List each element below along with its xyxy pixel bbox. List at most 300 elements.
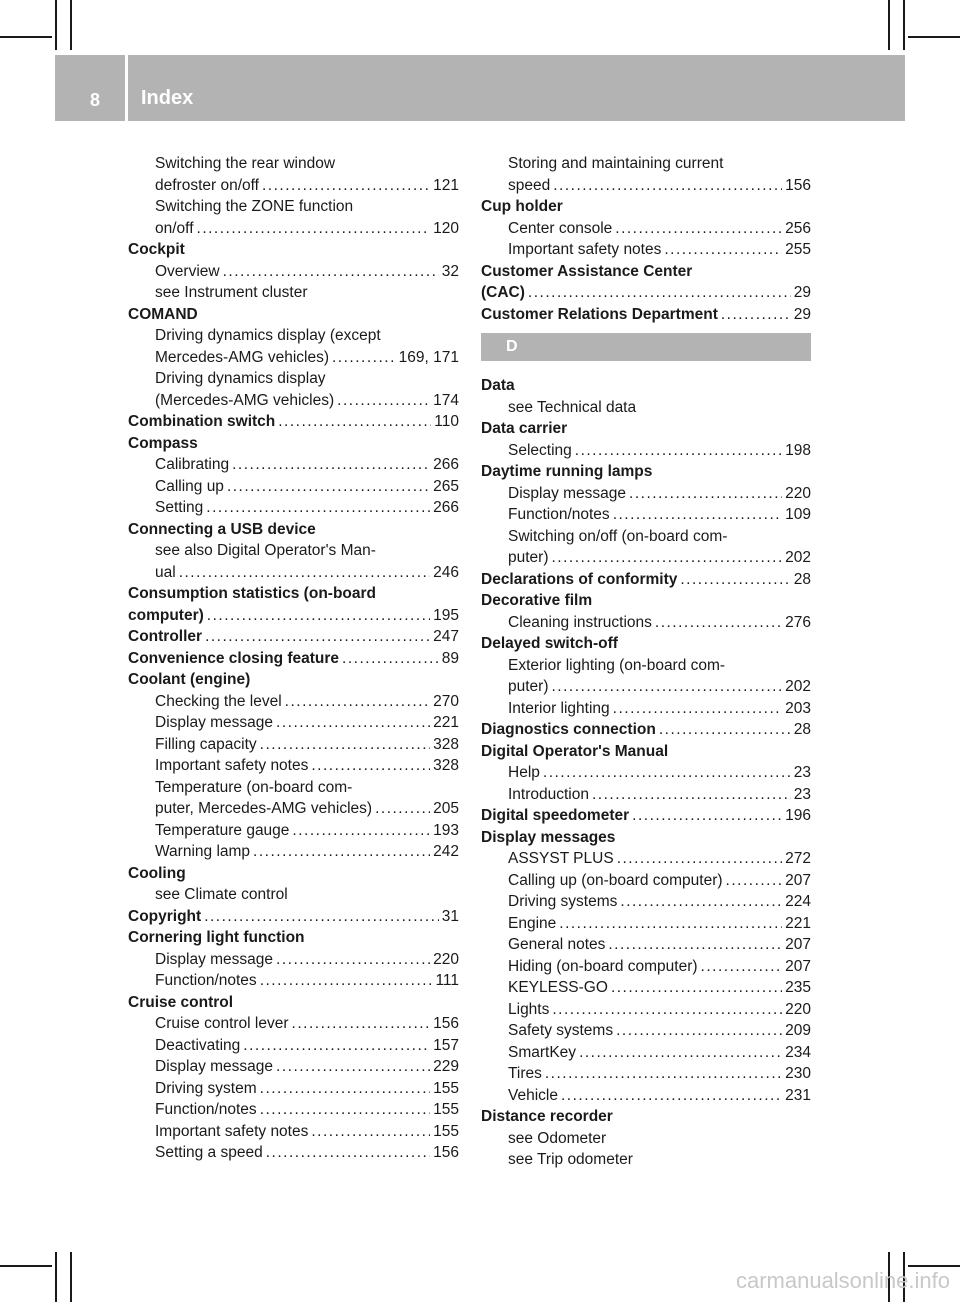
- index-subentry: [481, 913, 811, 935]
- dot-leader: [559, 913, 782, 935]
- dot-leader: [680, 569, 790, 591]
- index-entry: [481, 633, 811, 655]
- entry-text: Exterior lighting (on-board com-: [508, 656, 726, 674]
- index-subentry: [481, 956, 811, 978]
- index-subentry: [481, 848, 811, 870]
- index-entry: [128, 626, 459, 648]
- entry-text: see Climate control: [155, 886, 288, 903]
- index-subentry: [128, 1056, 459, 1078]
- entry-text: Cruise control lever: [155, 1015, 289, 1032]
- dot-leader: [721, 304, 791, 326]
- index-entry: [481, 741, 811, 763]
- dot-leader: [260, 734, 430, 756]
- page-reference[interactable]: 155: [433, 1079, 459, 1097]
- entry-text: Function/notes: [508, 506, 610, 523]
- page-reference[interactable]: 156: [433, 1015, 459, 1032]
- index-subentry: [128, 691, 459, 713]
- entry-text: Switching on/off (on-board com-: [508, 527, 728, 545]
- index-subentry: [128, 798, 459, 820]
- index-entry: [128, 411, 459, 433]
- page-reference[interactable]: 203: [785, 699, 811, 717]
- dot-leader: [311, 1121, 430, 1143]
- page-reference[interactable]: 111: [435, 972, 459, 989]
- dot-leader: [632, 805, 782, 827]
- index-subentry: [481, 1063, 811, 1085]
- entry-text: puter): [508, 549, 549, 566]
- index-subentry: [128, 175, 459, 197]
- page-reference[interactable]: 109: [785, 506, 811, 523]
- index-subentry: [481, 999, 811, 1021]
- section-letter-heading: D: [481, 333, 811, 361]
- dot-leader: [608, 934, 782, 956]
- entry-text: Display message: [155, 950, 274, 968]
- entry-text: Data: [481, 377, 515, 394]
- page-reference[interactable]: 266: [433, 499, 459, 516]
- page-reference[interactable]: 202: [785, 549, 811, 566]
- index-entry: [481, 418, 811, 440]
- index-subentry: [481, 397, 811, 419]
- crop-mark: [0, 36, 52, 38]
- index-entry: [481, 261, 811, 283]
- page-reference[interactable]: 29: [793, 305, 811, 323]
- index-subentry: [481, 153, 811, 175]
- index-subentry: [128, 949, 459, 971]
- page-reference[interactable]: 196: [785, 807, 811, 824]
- page-reference[interactable]: 174: [433, 391, 459, 409]
- dot-leader: [664, 239, 782, 261]
- index-subentry: [128, 712, 459, 734]
- dot-leader: [276, 712, 430, 734]
- index-subentry: [481, 934, 811, 956]
- page-reference[interactable]: 155: [433, 1122, 459, 1140]
- index-entry: [128, 992, 459, 1014]
- dot-leader: [276, 1056, 430, 1078]
- entry-text: SmartKey: [508, 1043, 577, 1061]
- page-reference[interactable]: 23: [793, 785, 811, 803]
- entry-text: Filling capacity: [155, 735, 257, 753]
- index-subentry: [481, 676, 811, 698]
- dot-leader: [243, 1035, 430, 1057]
- entry-text: Introduction: [508, 785, 589, 803]
- entry-text: Switching the rear window: [155, 155, 336, 172]
- index-subentry: [481, 698, 811, 720]
- entry-text: see Technical data: [508, 398, 637, 416]
- dot-leader: [276, 949, 430, 971]
- entry-text: Digital Operator's Manual: [481, 742, 669, 760]
- entry-text: Selecting: [508, 441, 572, 459]
- dot-leader: [592, 784, 791, 806]
- entry-text: Display message: [155, 714, 274, 731]
- crop-mark: [70, 0, 72, 50]
- page-reference[interactable]: 207: [785, 871, 811, 889]
- page-reference[interactable]: 31: [441, 907, 459, 925]
- page-reference[interactable]: 156: [785, 176, 811, 194]
- index-subentry: [128, 734, 459, 756]
- entry-text: Combination switch: [128, 413, 276, 430]
- dot-leader: [613, 698, 782, 720]
- index-subentry: [481, 440, 811, 462]
- index-entry: [481, 590, 811, 612]
- dot-leader: [579, 1042, 782, 1064]
- dot-leader: [266, 1142, 430, 1164]
- index-subentry: [128, 196, 459, 218]
- entry-text: Safety systems: [508, 1022, 614, 1039]
- page-reference[interactable]: 23: [793, 764, 811, 781]
- entry-text: Deactivating: [155, 1036, 241, 1054]
- page-reference[interactable]: 276: [785, 613, 811, 631]
- entry-text: Calling up: [155, 477, 224, 495]
- index-subentry: [128, 1142, 459, 1164]
- dot-leader: [701, 956, 783, 978]
- entry-text: Function/notes: [155, 1101, 257, 1118]
- entry-text: Display message: [155, 1058, 274, 1075]
- entry-text: Controller: [128, 628, 203, 645]
- index-subentry: [481, 1085, 811, 1107]
- entry-text: KEYLESS-GO: [508, 979, 608, 996]
- entry-text: COMAND: [128, 305, 198, 323]
- dot-leader: [655, 612, 782, 634]
- page-reference[interactable]: 28: [793, 721, 811, 738]
- entry-text: Convenience closing feature: [128, 649, 340, 667]
- page-reference[interactable]: 157: [433, 1036, 459, 1054]
- page-reference[interactable]: 195: [433, 606, 459, 624]
- dot-leader: [260, 1078, 430, 1100]
- page-reference[interactable]: 265: [433, 477, 459, 495]
- index-subentry: [128, 841, 459, 863]
- page-reference[interactable]: 235: [785, 979, 811, 996]
- entry-text: (CAC): [481, 284, 525, 301]
- index-entry: [481, 375, 811, 397]
- crop-mark: [908, 1265, 960, 1267]
- index-subentry: [481, 526, 811, 548]
- entry-text: Coolant (engine): [128, 671, 251, 688]
- dot-leader: [197, 218, 431, 240]
- page-reference[interactable]: 28: [793, 570, 811, 588]
- watermark: carmanualsonline.info: [735, 1268, 950, 1293]
- entry-text: Driving dynamics display (except: [155, 327, 381, 344]
- index-subentry: [481, 655, 811, 677]
- entry-text: Digital speedometer: [481, 807, 630, 824]
- index-entry: [128, 304, 459, 326]
- index-subentry: [128, 1121, 459, 1143]
- dot-leader: [332, 347, 396, 369]
- index-subentry: [481, 218, 811, 240]
- entry-text: Consumption statistics (on-board: [128, 585, 376, 602]
- dot-leader: [726, 870, 783, 892]
- dot-leader: [620, 891, 782, 913]
- page-reference[interactable]: 231: [785, 1086, 811, 1104]
- entry-text: puter, Mercedes-AMG vehicles): [155, 800, 373, 817]
- dot-leader: [204, 906, 439, 928]
- entry-text: Driving system: [155, 1079, 257, 1097]
- index-subentry: [128, 325, 459, 347]
- entry-text: ual: [155, 563, 176, 581]
- index-subentry: [481, 784, 811, 806]
- entry-text: Display message: [508, 484, 627, 502]
- entry-text: Overview: [155, 262, 220, 280]
- index-subentry: [128, 1035, 459, 1057]
- index-subentry: [481, 504, 811, 526]
- dot-leader: [292, 820, 430, 842]
- dot-leader: [613, 504, 782, 526]
- index-entry: [128, 906, 459, 928]
- page-reference[interactable]: 155: [433, 1101, 459, 1118]
- page-reference[interactable]: 156: [433, 1144, 459, 1161]
- entry-text: Important safety notes: [155, 757, 309, 774]
- index-subentry: [481, 547, 811, 569]
- page-reference[interactable]: 220: [433, 950, 459, 968]
- entry-text: Engine: [508, 914, 557, 932]
- crop-mark: [0, 1265, 52, 1267]
- dot-leader: [262, 175, 430, 197]
- entry-text: puter): [508, 678, 549, 695]
- dot-leader: [543, 762, 791, 784]
- page-reference[interactable]: 224: [785, 893, 811, 910]
- crop-mark: [903, 0, 905, 50]
- index-entry: [128, 605, 459, 627]
- index-entry: [481, 569, 811, 591]
- crop-mark: [55, 0, 57, 50]
- index-subentry: [481, 762, 811, 784]
- crop-mark: [55, 1252, 57, 1302]
- dot-leader: [611, 977, 782, 999]
- entry-text: Lights: [508, 1000, 550, 1018]
- crop-mark: [70, 1252, 72, 1302]
- page-reference[interactable]: 242: [433, 843, 459, 860]
- dot-leader: [207, 605, 430, 627]
- entry-text: Vehicle: [508, 1086, 558, 1104]
- entry-text: Customer Relations Department: [481, 305, 718, 323]
- page-reference[interactable]: 255: [785, 241, 811, 258]
- index-entry: [128, 583, 459, 605]
- page-reference[interactable]: 207: [785, 936, 811, 953]
- page-reference[interactable]: 207: [785, 957, 811, 975]
- index-entry: [481, 304, 811, 326]
- dot-leader: [179, 562, 430, 584]
- entry-text: Decorative film: [481, 592, 593, 609]
- page-reference[interactable]: 32: [441, 262, 459, 280]
- index-subentry: [128, 454, 459, 476]
- index-entry: [128, 863, 459, 885]
- dot-leader: [232, 454, 430, 476]
- entry-text: Warning lamp: [155, 843, 251, 860]
- index-subentry: [128, 540, 459, 562]
- index-subentry: [128, 218, 459, 240]
- index-subentry: [481, 483, 811, 505]
- page-reference[interactable]: 328: [433, 735, 459, 753]
- dot-leader: [278, 411, 431, 433]
- page-reference[interactable]: 221: [433, 714, 459, 731]
- index-column-right: [481, 153, 811, 1171]
- index-entry: [128, 519, 459, 541]
- index-subentry: [128, 820, 459, 842]
- entry-text: Function/notes: [155, 972, 257, 989]
- index-subentry: [481, 977, 811, 999]
- entry-text: see also Digital Operator's Man-: [155, 542, 376, 559]
- page-reference[interactable]: 234: [785, 1043, 811, 1061]
- page-title: Index: [141, 87, 194, 109]
- index-entry: [481, 1106, 811, 1128]
- dot-leader: [561, 1085, 782, 1107]
- entry-text: Help: [508, 764, 540, 781]
- entry-text: speed: [508, 176, 551, 194]
- entry-text: Switching the ZONE function: [155, 198, 354, 215]
- page-reference[interactable]: 256: [785, 219, 811, 237]
- page-reference[interactable]: 266: [433, 456, 459, 473]
- index-subentry: [128, 476, 459, 498]
- page-reference[interactable]: 121: [433, 176, 459, 194]
- entry-text: Distance recorder: [481, 1108, 613, 1125]
- index-subentry: [481, 870, 811, 892]
- index-subentry: [128, 777, 459, 799]
- dot-leader: [375, 798, 430, 820]
- dot-leader: [253, 841, 430, 863]
- dot-leader: [545, 1063, 782, 1085]
- dot-leader: [311, 755, 430, 777]
- index-subentry: [128, 347, 459, 369]
- entry-text: Checking the level: [155, 692, 282, 710]
- index-entry: [481, 282, 811, 304]
- page-reference[interactable]: 230: [785, 1065, 811, 1082]
- entry-text: Copyright: [128, 907, 202, 925]
- dot-leader: [617, 848, 782, 870]
- dot-leader: [615, 218, 782, 240]
- index-subentry: [128, 562, 459, 584]
- index-entry: [128, 239, 459, 261]
- dot-leader: [205, 626, 430, 648]
- page-number: 8: [90, 90, 101, 110]
- page-reference[interactable]: 202: [785, 678, 811, 695]
- page-reference[interactable]: 205: [433, 800, 459, 817]
- entry-text: Storing and maintaining current: [508, 155, 724, 172]
- dot-leader: [342, 648, 439, 670]
- page-reference[interactable]: 229: [433, 1058, 459, 1075]
- page-reference[interactable]: 198: [785, 441, 811, 459]
- dot-leader: [528, 282, 791, 304]
- entry-text: General notes: [508, 936, 606, 953]
- entry-text: Center console: [508, 219, 613, 237]
- entry-text: Important safety notes: [508, 241, 662, 258]
- index-column-left: [128, 153, 459, 1164]
- entry-text: see Odometer: [508, 1129, 607, 1147]
- entry-text: Tires: [508, 1065, 542, 1082]
- dot-leader: [552, 999, 782, 1021]
- entry-text: Driving systems: [508, 893, 618, 910]
- index-subentry: [481, 239, 811, 261]
- index-subentry: [481, 1128, 811, 1150]
- entry-text: Customer Assistance Center: [481, 262, 693, 280]
- index-subentry: [481, 612, 811, 634]
- page-reference[interactable]: 220: [785, 484, 811, 502]
- index-subentry: [481, 891, 811, 913]
- entry-text: Display messages: [481, 828, 616, 846]
- crop-mark: [888, 0, 890, 50]
- entry-text: computer): [128, 606, 204, 624]
- index-subentry: [128, 884, 459, 906]
- entry-text: defroster on/off: [155, 176, 259, 194]
- page-reference[interactable]: 246: [433, 563, 459, 581]
- entry-text: (Mercedes-AMG vehicles): [155, 391, 335, 409]
- index-entry: [128, 927, 459, 949]
- entry-text: Declarations of conformity: [481, 570, 678, 588]
- entry-text: Setting a speed: [155, 1144, 263, 1161]
- dot-leader: [552, 676, 783, 698]
- crop-mark: [908, 36, 960, 38]
- dot-leader: [629, 483, 782, 505]
- index-entry: [128, 433, 459, 455]
- index-subentry: [481, 1149, 811, 1171]
- entry-text: Daytime running lamps: [481, 463, 653, 480]
- index-entry: [481, 461, 811, 483]
- entry-text: Cleaning instructions: [508, 613, 652, 631]
- page-reference[interactable]: 328: [433, 757, 459, 774]
- page-reference[interactable]: 270: [433, 692, 459, 710]
- dot-leader: [285, 691, 430, 713]
- entry-text: Mercedes-AMG vehicles): [155, 348, 329, 366]
- page-reference[interactable]: 169, 171: [398, 348, 459, 366]
- entry-text: Setting: [155, 499, 204, 516]
- dot-leader: [553, 175, 782, 197]
- dot-leader: [227, 476, 430, 498]
- dot-leader: [575, 440, 782, 462]
- index-subentry: [481, 1020, 811, 1042]
- entry-text: Temperature gauge: [155, 821, 290, 839]
- dot-leader: [616, 1020, 782, 1042]
- entry-text: Important safety notes: [155, 1122, 309, 1140]
- index-subentry: [128, 282, 459, 304]
- index-subentry: [128, 368, 459, 390]
- entry-text: Hiding (on-board computer): [508, 957, 698, 975]
- dot-leader: [206, 497, 430, 519]
- entry-text: Delayed switch-off: [481, 635, 618, 652]
- index-entry: [481, 805, 811, 827]
- index-entry: [481, 719, 811, 741]
- index-subentry: [128, 261, 459, 283]
- header-separator: [125, 55, 128, 121]
- index-entry: [128, 669, 459, 691]
- index-subentry: [128, 497, 459, 519]
- dot-leader: [337, 390, 430, 412]
- page-reference[interactable]: 193: [433, 821, 459, 839]
- page-reference[interactable]: 220: [785, 1000, 811, 1018]
- page-reference[interactable]: 247: [433, 628, 459, 645]
- index-subentry: [128, 1078, 459, 1100]
- entry-text: Driving dynamics display: [155, 370, 326, 387]
- index-subentry: [128, 1013, 459, 1035]
- entry-text: Cup holder: [481, 198, 563, 215]
- page-reference[interactable]: 272: [785, 850, 811, 867]
- dot-leader: [552, 547, 783, 569]
- entry-text: see Instrument cluster: [155, 284, 308, 301]
- entry-text: on/off: [155, 219, 194, 237]
- page-reference[interactable]: 29: [793, 284, 811, 301]
- entry-text: Connecting a USB device: [128, 520, 316, 538]
- page-reference[interactable]: 120: [433, 219, 459, 237]
- page-reference[interactable]: 209: [785, 1022, 811, 1039]
- entry-text: Interior lighting: [508, 699, 610, 717]
- entry-text: ASSYST PLUS: [508, 850, 614, 867]
- index-subentry: [128, 1099, 459, 1121]
- page-reference[interactable]: 110: [434, 413, 459, 430]
- dot-leader: [260, 970, 433, 992]
- index-subentry: [481, 175, 811, 197]
- page-reference[interactable]: 221: [785, 914, 811, 932]
- index-entry: [481, 827, 811, 849]
- page-reference[interactable]: 89: [441, 649, 459, 667]
- entry-text: Compass: [128, 434, 198, 452]
- entry-text: Cruise control: [128, 993, 234, 1011]
- dot-leader: [659, 719, 791, 741]
